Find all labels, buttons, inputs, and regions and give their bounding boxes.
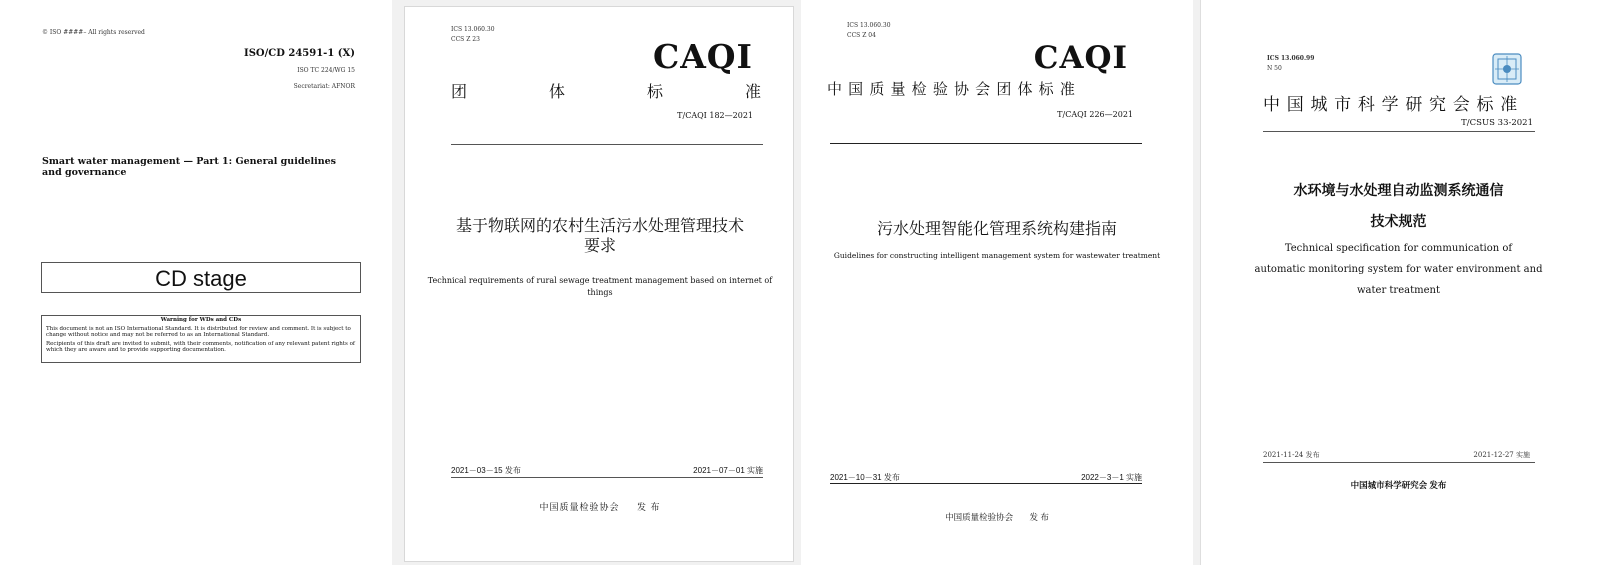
issue-word: 发 布 — [1029, 512, 1049, 522]
csus-issuer: 中国城市科学研究会 发布 — [1350, 480, 1447, 490]
title-cn-line: 水环境与水处理自动监测系统通信 — [1293, 182, 1504, 198]
title-cn-line: 要求 — [583, 238, 616, 255]
title-en-line: things — [587, 288, 613, 297]
type-char: 体 — [548, 84, 565, 101]
csus-publish-date: 2021-11-24 发布 — [1263, 451, 1320, 459]
iso-warning-title: Warning for WDs and CDs — [160, 317, 242, 323]
title-en-line: Technical specification for communication of — [1284, 243, 1513, 254]
caqi182-bottom-rule — [451, 477, 763, 478]
caqi226-publish-date: 2021－10－31 发布 — [830, 473, 900, 482]
csus-implement-date: 2021-12-27 实施 — [1473, 451, 1530, 459]
caqi226-issuer-line — [801, 511, 1193, 523]
caqi226-logo: CAQI — [1033, 40, 1128, 76]
csus-number: T/CSUS 33-2021 — [1461, 118, 1533, 128]
iso-tc: ISO TC 224/WG 15 — [297, 67, 355, 74]
csus-org-type: 中 国 城 市 科 学 研 究 会 标 准 — [1263, 95, 1519, 114]
issuer: 中国质量检验协会 — [539, 502, 620, 512]
caqi-226-page — [801, 0, 1193, 565]
caqi182-implement-date: 2021－07－01 实施 — [693, 466, 763, 475]
iso-stage-box: CD stage — [41, 262, 361, 293]
caqi182-publish-date: 2021－03－15 发布 — [451, 466, 521, 475]
caqi182-ics: ICS 13.060.30 — [451, 26, 495, 33]
caqi226-number: T/CAQI 226—2021 — [1057, 110, 1133, 119]
title-en-line: automatic monitoring system for water environment and — [1254, 264, 1543, 275]
caqi182-title-en — [405, 275, 794, 299]
issue-word: 发 布 — [637, 502, 661, 512]
caqi182-number: T/CAQI 182—2021 — [677, 111, 753, 120]
caqi-182-page — [404, 6, 794, 562]
csus-33-page — [1200, 0, 1600, 565]
csus-ics: ICS 13.060.99 — [1267, 55, 1315, 62]
iso-document-page — [0, 0, 392, 565]
caqi226-title-en: Guidelines for constructing intelligent management system for wastewater treatment — [833, 251, 1161, 260]
csus-title-en — [1201, 238, 1596, 301]
caqi226-implement-date: 2022－3－1 实施 — [1081, 473, 1142, 482]
caqi226-org-type: 中 国 质 量 检 验 协 会 团 体 标 准 — [827, 81, 1076, 98]
iso-warning-text-1: This document is not an ISO International Standard. It is distributed for review and comment. It is subject to change without notice and may not be referred to as an International Standard. — [46, 325, 351, 338]
csus-divider — [1263, 131, 1535, 132]
iso-reference: ISO/CD 24591-1 (X) — [244, 48, 355, 59]
csus-bottom-rule — [1263, 462, 1535, 463]
iso-title: Smart water management — Part 1: General guidelines and governance — [42, 156, 337, 178]
issuer: 中国质量检验协会 — [945, 512, 1014, 522]
iso-warning-box — [41, 315, 361, 363]
caqi182-standard-type — [451, 79, 761, 102]
iso-secretariat: Secretariat: AFNOR — [293, 83, 355, 90]
caqi226-bottom-rule — [830, 483, 1142, 484]
title-cn-line: 技术规范 — [1370, 213, 1427, 229]
csus-emblem-icon — [1491, 52, 1523, 86]
caqi182-divider — [451, 144, 763, 145]
type-char: 标 — [646, 84, 663, 101]
caqi226-ics: ICS 13.060.30 — [847, 22, 891, 29]
csus-n: N 50 — [1267, 65, 1282, 72]
caqi182-issuer-line — [405, 500, 794, 513]
type-char: 团 — [451, 84, 468, 101]
caqi182-logo: CAQI — [652, 37, 753, 76]
csus-title-cn — [1201, 175, 1596, 237]
caqi182-title-cn — [405, 217, 794, 257]
type-char: 准 — [744, 84, 761, 101]
caqi226-ccs: CCS Z 04 — [847, 32, 876, 39]
iso-copyright: © ISO ####– All rights reserved — [42, 29, 145, 36]
caqi226-divider — [830, 143, 1142, 144]
caqi226-title-cn: 污水处理智能化管理系统构建指南 — [876, 221, 1117, 238]
iso-warning-text-2: Recipients of this draft are invited to submit, with their comments, notification of any relevant patent rights of which they are aware and to provide supporting documentation. — [46, 340, 355, 353]
title-en-line: Technical requirements of rural sewage treatment management based on internet of — [427, 276, 773, 285]
title-en-line: water treatment — [1357, 285, 1440, 296]
title-cn-line: 基于物联网的农村生活污水处理管理技术 — [455, 218, 744, 235]
caqi182-ccs: CCS Z 23 — [451, 36, 480, 43]
